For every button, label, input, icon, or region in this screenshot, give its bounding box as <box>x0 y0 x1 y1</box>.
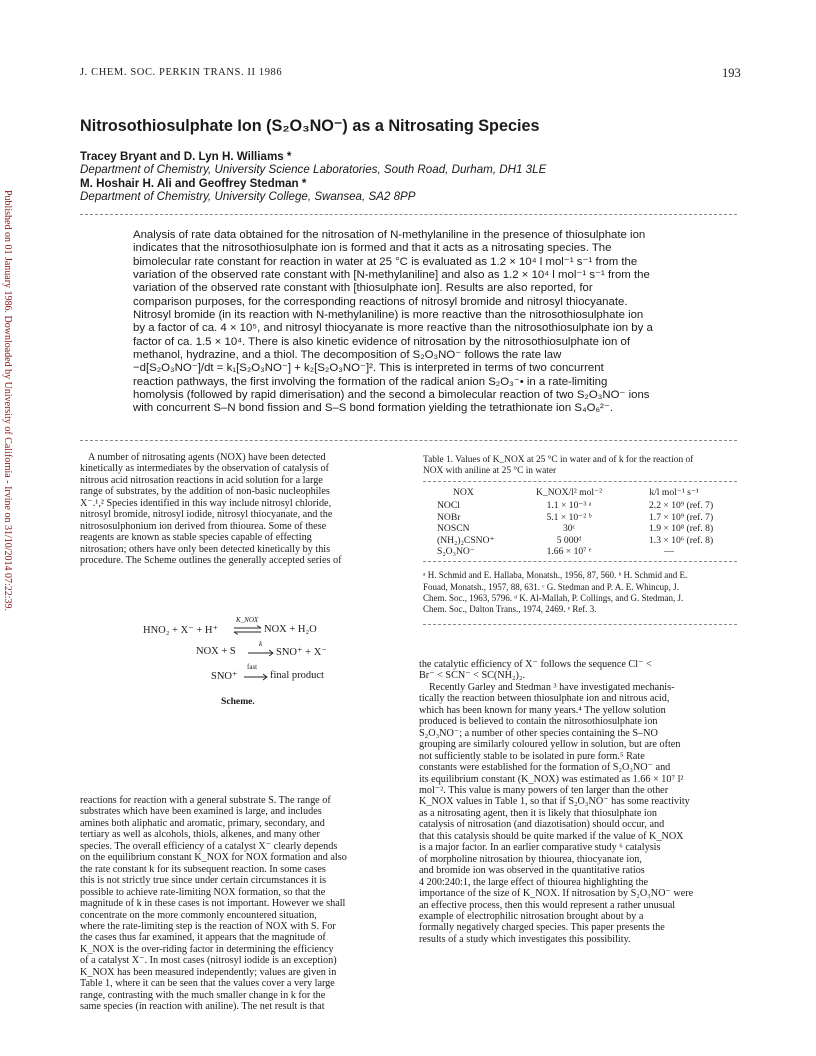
body-line: kinetically as intermediates by the observation of catalysis of <box>80 463 329 475</box>
body-line: procedure. The Scheme outlines the generally accepted series of <box>80 555 342 567</box>
table-row <box>423 512 717 523</box>
forward-arrow-icon <box>243 673 269 681</box>
body-line: mol⁻². This value is many powers of ten larger than the other <box>419 784 669 796</box>
body-line: which has been known for many years.⁴ The yellow solution <box>419 704 666 716</box>
table-cell: S₂O₃NO⁻ <box>437 546 475 558</box>
body-line: the catalytic efficiency of X⁻ follows the sequence Cl⁻ < <box>419 659 652 670</box>
body-line: its equilibrium constant (K_NOX) was estimated as 1.66 × 10⁷ l² <box>419 773 684 785</box>
table-row <box>423 546 717 557</box>
download-side-note-text: Published on 01 January 1986. Downloaded by University of California - Irvine on 31/10/2014 07:22:39. <box>2 190 13 612</box>
body-line: Table 1, where it can be seen that the values cover a very large <box>80 978 335 990</box>
table-header-cell: NOX <box>453 487 474 498</box>
body-line: K_NOX has been measured independently; values are given in <box>80 966 337 978</box>
body-line: A number of nitrosating agents (NOX) have been detected <box>88 452 326 463</box>
body-line: Recently Garley and Stedman ³ have investigated mechanis- <box>429 681 675 693</box>
body-line: 4 200:240:1, the large effect of thiourea highlighting the <box>419 876 649 888</box>
abstract-line: by a factor of ca. 4 × 10⁵, and nitrosyl thiocyanate is more reactive than the nitrosothiosulphate ion by a <box>133 322 653 335</box>
table-cell: 5.1 × 10⁻² ᵇ <box>546 511 592 523</box>
body-line: and bromide ion was observed in the quantitative ratios <box>419 865 645 877</box>
equilibrium-arrow-icon <box>233 625 263 635</box>
right-column-body <box>419 659 737 945</box>
body-line: same species (in reaction with aniline). The net result is that <box>80 1001 325 1013</box>
body-line: this is not strictly true since under certain circumstances it is <box>80 875 327 887</box>
journal-header: J. CHEM. SOC. PERKIN TRANS. II 1986 <box>80 67 283 78</box>
abstract-line: bimolecular rate constant for reaction in water at 25 °C is evaluated as 1.2 × 10⁴ l mol⁻¹ s⁻¹ from the <box>133 255 638 268</box>
body-line: nitrous acid nitrosation reactions in acid solution for a large <box>80 474 323 486</box>
scheme-2-reactants: NOX + S <box>196 646 236 657</box>
body-line: is a major factor. In an earlier comparative study ⁶ catalysis <box>419 842 661 854</box>
abstract-line: −d[S₂O₃NO⁻]/dt = k₁[S₂O₃NO⁻] + k₂[S₂O₃NO⁻]². This is interpreted in terms of two concurrent <box>133 362 604 375</box>
body-line: possible to achieve rate-limiting NOX formation, so that the <box>80 886 326 898</box>
body-line: produced is believed to contain the nitrosothiosulphate ion <box>419 716 658 728</box>
scheme-2-products: SNO⁺ + X⁻ <box>276 647 327 658</box>
table-cell: NOBr <box>437 511 461 523</box>
table-header-row <box>423 487 717 498</box>
table-row <box>423 535 717 546</box>
scheme-2-arrow-label: k <box>259 639 263 648</box>
divider-top <box>80 214 737 215</box>
body-line: reactions for reaction with a general substrate S. The range of <box>80 795 331 806</box>
footnote-line: ᵃ H. Schmid and E. Hallaba, Monatsh., 1956, 87, 560. ᵇ H. Schmid and E. <box>423 570 688 581</box>
body-line: K_NOX values in Table 1, so that if S₂O₃NO⁻ has some reactivity <box>419 796 690 808</box>
body-line: the rate constant k for its subsequent reaction. In some cases <box>80 863 326 875</box>
body-line: K_NOX is the over-riding factor in determining the efficiency <box>80 943 334 955</box>
table-cell: 1.3 × 10⁶ (ref. 8) <box>649 534 714 546</box>
body-line: grouping are similarly coloured yellow in solution, but are often <box>419 739 681 751</box>
body-line: example of electrophilic nitrosation brought about by a <box>419 910 644 922</box>
body-line: of morpholine nitrosation by thiourea, thiocyanate ion, <box>419 853 642 865</box>
body-line: range of substrates, by the addition of non-basic nucleophiles <box>80 486 330 498</box>
abstract-line: Nitrosyl bromide (in its reaction with N-methylaniline) is more reactive than the nitrosothiosulphate ion <box>133 309 644 322</box>
table-cell: (NH₂)₂CSNO⁺ <box>437 534 495 546</box>
body-line: nitrosyl bromide, nitrosyl iodide, nitrosyl thiocyanate, and the <box>80 509 333 521</box>
table-1 <box>423 455 737 617</box>
body-line: reagents are known as stable species capable of effecting <box>80 532 312 544</box>
table-rule-top <box>423 481 737 482</box>
scheme-1-arrow-label: K_NOX <box>236 616 259 624</box>
forward-arrow-icon <box>247 649 275 657</box>
table-row <box>423 500 717 511</box>
left-column-intro <box>80 452 398 567</box>
footnote-line: Chem. Soc., 1963, 5796. ᵈ K. Al-Mallah, P. Collings, and G. Stedman, J. <box>423 593 684 604</box>
author-group-1: Tracey Bryant and D. Lyn H. Williams * <box>80 150 292 163</box>
scheme-1-products: NOX + H₂O <box>264 624 317 635</box>
abstract <box>133 229 739 416</box>
table-cell: — <box>664 546 674 558</box>
body-line: substrates which have been examined is large, and includes <box>80 806 322 818</box>
table-cell: 1.1 × 10⁻³ ᵃ <box>546 500 592 512</box>
body-line: magnitude of k in these cases is not important. However we shall <box>80 898 346 910</box>
body-line: of a catalyst X⁻. In most cases (nitrosyl iodide is an exception) <box>80 955 337 967</box>
body-line: range, contrasting with the much smaller change in k for the <box>80 989 326 1001</box>
body-line: catalysis of nitrosation (and diazotisation) should occur, and <box>419 819 665 831</box>
table-cell: 2.2 × 10⁹ (ref. 7) <box>649 500 714 512</box>
article-title: Nitrosothiosulphate Ion (S₂O₃NO⁻) as a Nitrosating Species <box>80 117 540 135</box>
footnote-line: Chem. Soc., Dalton Trans., 1974, 2469. ᵉ Ref. 3. <box>423 604 597 615</box>
body-line: nitrosation; others have only been detected kinetically by this <box>80 543 331 555</box>
abstract-line: indicates that the nitrosothiosulphate ion is formed and that it acts as a nitrosating species. The <box>133 242 612 255</box>
abstract-line: Analysis of rate data obtained for the nitrosation of N-methylaniline in the presence of thiosulphate ion <box>133 229 646 241</box>
download-side-note <box>3 190 17 910</box>
body-line: concentrate on the more commonly encountered situation, <box>80 909 317 921</box>
table-caption: Table 1. Values of K_NOX at 25 °C in water and of k for the reaction of <box>423 455 694 465</box>
body-line: importance of the size of K_NOX. If nitrosation by S₂O₃NO⁻ were <box>419 888 694 900</box>
body-line: an effective process, then this would represent a rather unusual <box>419 899 676 911</box>
table-cell: 5 000ᵈ <box>556 534 582 546</box>
body-line: that this catalysis should be quite marked if the value of K_NOX <box>419 830 684 842</box>
abstract-line: variation of the observed rate constant with [N-methylaniline] and also as 1.2 × 10⁴ l mol⁻¹ s⁻¹ from the <box>133 269 650 282</box>
body-line: formally negatively charged species. This paper presents the <box>419 922 665 934</box>
body-line: tically the reaction between thiosulphate ion and nitrous acid, <box>419 693 670 705</box>
affiliation-1: Department of Chemistry, University Science Laboratories, South Road, Durham, DH1 3LE <box>80 163 547 177</box>
table-cell: 1.7 × 10⁹ (ref. 7) <box>649 511 714 523</box>
body-line: nitrososulphonium ion derived from thiourea. Some of these <box>80 520 327 532</box>
left-column-body <box>80 795 398 1013</box>
body-line: as a nitrosating agent, then it is likely that thiosulphate ion <box>419 807 657 819</box>
abstract-line: variation of the observed rate constant with [thiosulphate ion]. Results are also reported, for <box>133 282 593 295</box>
body-line: not sufficiently stable to be isolated in pure form.⁵ Rate <box>419 750 645 762</box>
scheme-3-arrow-label: fast <box>247 663 258 671</box>
authors-block <box>80 150 546 203</box>
body-line: species. The overall efficiency of a catalyst X⁻ clearly depends <box>80 840 338 852</box>
body-line: the cases thus far examined, it appears that the magnitude of <box>80 932 326 944</box>
affiliation-2: Department of Chemistry, University College, Swansea, SA2 8PP <box>80 189 416 203</box>
scheme-3-product: final product <box>270 670 324 681</box>
author-group-2: M. Hoshair H. Ali and Geoffrey Stedman * <box>80 176 307 190</box>
page-number: 193 <box>722 66 741 80</box>
table-rule-mid <box>423 561 737 562</box>
reaction-scheme <box>143 618 393 708</box>
body-line: constants were established for the formation of S₂O₃NO⁻ and <box>419 762 671 774</box>
body-line: S₂O₃NO⁻; a number of other species containing the S–NO <box>419 727 658 739</box>
body-line: tertiary as well as alcohols, thiols, alkenes, and many other <box>80 829 320 841</box>
table-cell: 1.66 × 10⁷ ᵉ <box>546 546 592 558</box>
body-line: on the equilibrium constant K_NOX for NOX formation and also <box>80 852 347 864</box>
table-cell: NOCl <box>437 500 460 512</box>
abstract-line: with concurrent S–N bond fission and S–S bond formation yielding the tetrathionate ion S₄O₆²⁻. <box>133 402 614 415</box>
table-header-cell: k/l mol⁻¹ s⁻¹ <box>649 487 699 498</box>
table-caption: NOX with aniline at 25 °C in water <box>423 466 557 476</box>
table-footnotes <box>423 570 737 615</box>
body-line: X⁻.¹,² Species identified in this way include nitrosyl chloride, <box>80 497 332 509</box>
abstract-line: homolysis (followed by rapid dimerisation) and the second a bimolecular reaction of two S₂O₃NO⁻ ions <box>133 389 650 402</box>
body-line: Br⁻ < SCN⁻ < SC(NH₂)₂. <box>419 670 526 682</box>
table-cell: 30ᶜ <box>562 523 576 535</box>
abstract-line: reaction pathways, the first involving the formation of the radical anion S₂O₃⁻• in a rate-limiting <box>133 375 608 388</box>
table-cell: NOSCN <box>437 523 470 535</box>
abstract-line: comparison purposes, for the corresponding reactions of nitrosyl bromide and nitrosyl thiocyanate. <box>133 295 628 308</box>
table-header-cell: K_NOX/l² mol⁻² <box>536 487 602 498</box>
scheme-caption: Scheme. <box>221 696 255 707</box>
body-line: where the rate-limiting step is the reaction of NOX with S. For <box>80 920 336 932</box>
body-line: results of a study which investigates this possibility. <box>419 933 631 945</box>
abstract-line: methanol, hydrazine, and a thiol. The decomposition of S₂O₃NO⁻ follows the rate law <box>133 349 562 362</box>
footnote-line: Fouad, Monatsh., 1957, 88, 631. ᶜ G. Stedman and P. A. E. Whincup, J. <box>423 581 679 592</box>
body-line: amines both aliphatic and aromatic, primary, secondary, and <box>80 817 325 829</box>
divider-abstract <box>80 440 737 441</box>
scheme-1-reactants: HNO₂ + X⁻ + H⁺ <box>143 625 219 636</box>
table-rule-bottom <box>423 624 737 625</box>
table-data <box>423 487 717 557</box>
scheme-3-reactant: SNO⁺ <box>211 671 238 682</box>
abstract-line: factor of ca. 1.5 × 10⁴. There is also kinetic evidence of nitrosation by the nitrosothiosulphate ion of <box>133 335 630 348</box>
table-row <box>423 523 717 534</box>
table-cell: 1.9 × 10⁸ (ref. 8) <box>649 523 714 535</box>
